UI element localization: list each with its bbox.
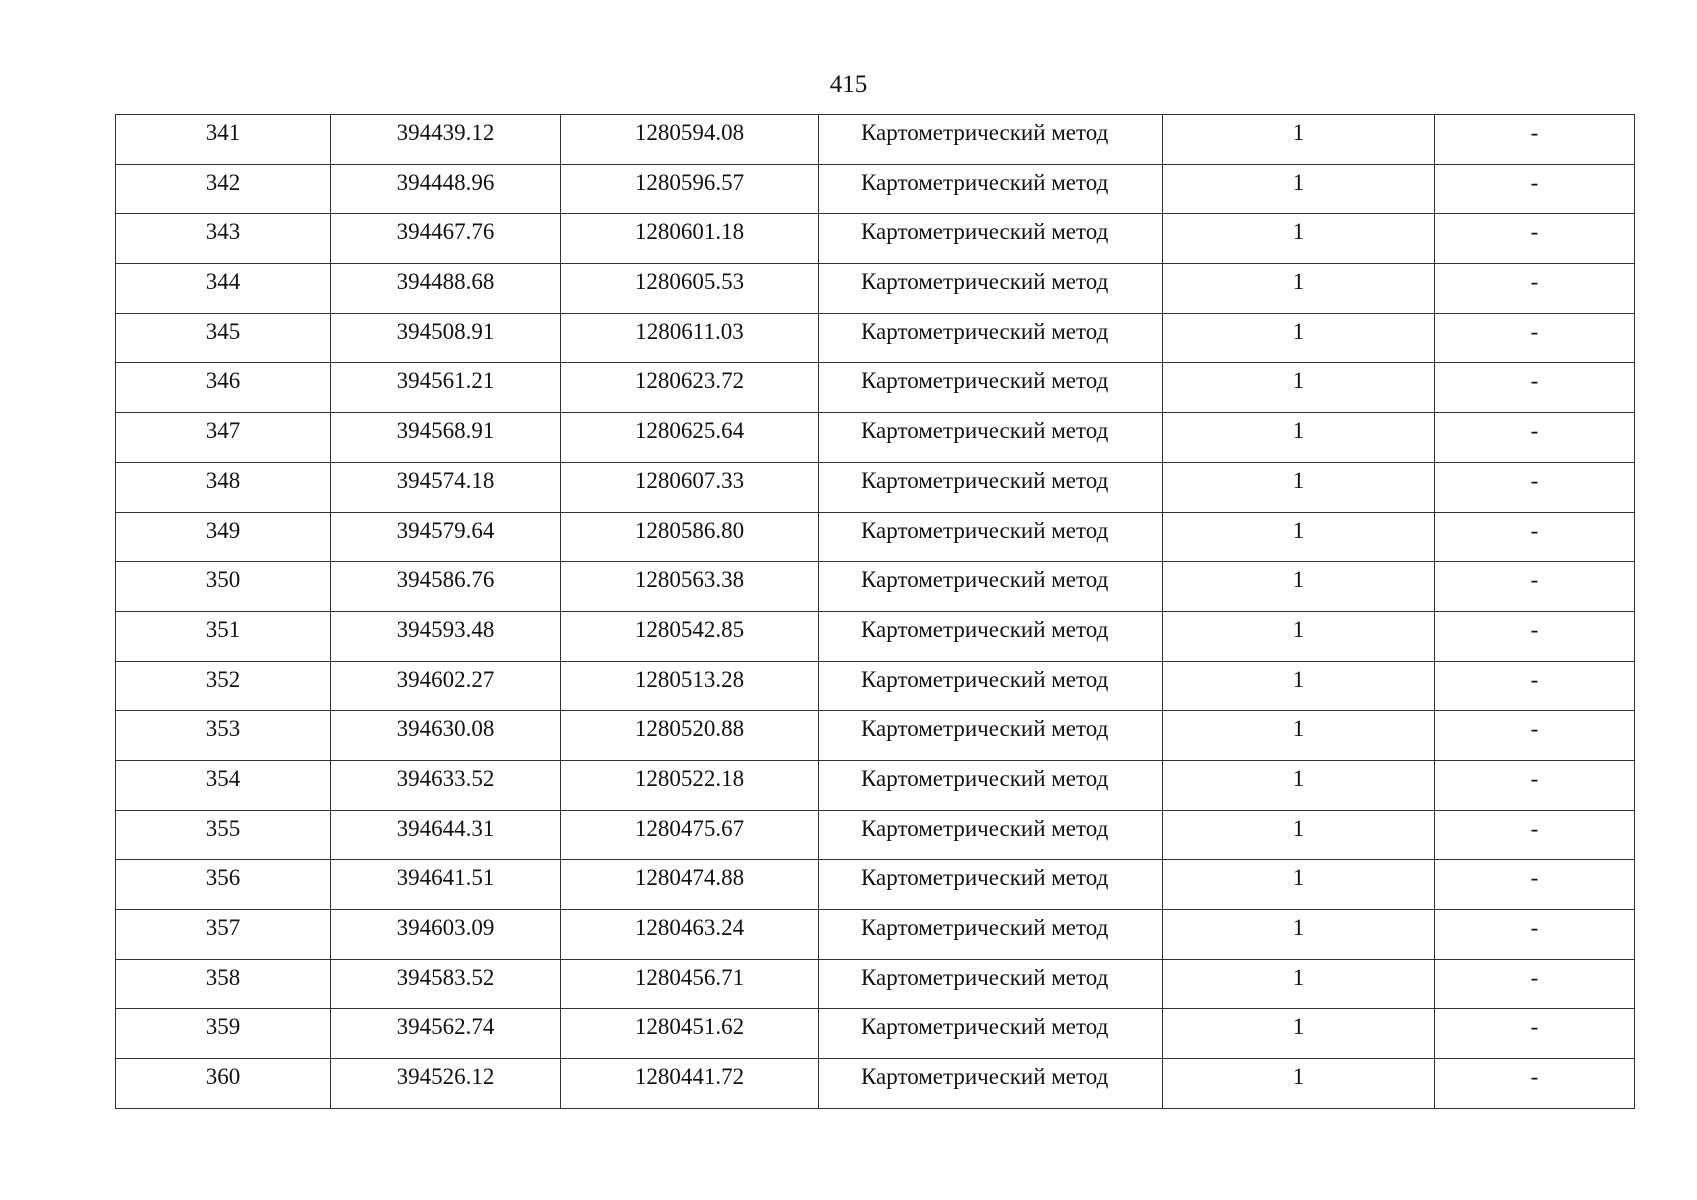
- y-coordinate-cell: 1280451.62: [561, 1009, 819, 1059]
- accuracy-cell: 1: [1163, 214, 1435, 264]
- method-cell: Картометрический метод: [819, 1059, 1163, 1109]
- description-cell: -: [1435, 264, 1635, 314]
- x-coordinate-cell: 394603.09: [331, 910, 561, 960]
- method-cell: Картометрический метод: [819, 363, 1163, 413]
- accuracy-cell: 1: [1163, 1009, 1435, 1059]
- table-row: [116, 959, 1635, 1009]
- method-cell: Картометрический метод: [819, 512, 1163, 562]
- y-coordinate-cell: 1280607.33: [561, 462, 819, 512]
- description-cell: -: [1435, 363, 1635, 413]
- point-number-cell: 351: [116, 611, 331, 661]
- method-cell: Картометрический метод: [819, 115, 1163, 165]
- y-coordinate-cell: 1280601.18: [561, 214, 819, 264]
- description-cell: -: [1435, 462, 1635, 512]
- y-coordinate-cell: 1280522.18: [561, 760, 819, 810]
- description-cell: -: [1435, 562, 1635, 612]
- point-number-cell: 345: [116, 313, 331, 363]
- x-coordinate-cell: 394630.08: [331, 711, 561, 761]
- description-cell: -: [1435, 611, 1635, 661]
- method-cell: Картометрический метод: [819, 1009, 1163, 1059]
- point-number-cell: 349: [116, 512, 331, 562]
- x-coordinate-cell: 394574.18: [331, 462, 561, 512]
- accuracy-cell: 1: [1163, 164, 1435, 214]
- x-coordinate-cell: 394633.52: [331, 760, 561, 810]
- accuracy-cell: 1: [1163, 313, 1435, 363]
- accuracy-cell: 1: [1163, 1059, 1435, 1109]
- y-coordinate-cell: 1280625.64: [561, 413, 819, 463]
- point-number-cell: 341: [116, 115, 331, 165]
- table-row: [116, 860, 1635, 910]
- y-coordinate-cell: 1280596.57: [561, 164, 819, 214]
- method-cell: Картометрический метод: [819, 860, 1163, 910]
- y-coordinate-cell: 1280474.88: [561, 860, 819, 910]
- description-cell: -: [1435, 115, 1635, 165]
- point-number-cell: 342: [116, 164, 331, 214]
- description-cell: -: [1435, 661, 1635, 711]
- accuracy-cell: 1: [1163, 462, 1435, 512]
- accuracy-cell: 1: [1163, 611, 1435, 661]
- table-row: [116, 413, 1635, 463]
- table-row: [116, 711, 1635, 761]
- table-row: [116, 1059, 1635, 1109]
- method-cell: Картометрический метод: [819, 413, 1163, 463]
- method-cell: Картометрический метод: [819, 760, 1163, 810]
- accuracy-cell: 1: [1163, 363, 1435, 413]
- method-cell: Картометрический метод: [819, 462, 1163, 512]
- accuracy-cell: 1: [1163, 959, 1435, 1009]
- x-coordinate-cell: 394526.12: [331, 1059, 561, 1109]
- description-cell: -: [1435, 910, 1635, 960]
- x-coordinate-cell: 394561.21: [331, 363, 561, 413]
- x-coordinate-cell: 394448.96: [331, 164, 561, 214]
- x-coordinate-cell: 394488.68: [331, 264, 561, 314]
- table-row: [116, 115, 1635, 165]
- point-number-cell: 348: [116, 462, 331, 512]
- y-coordinate-cell: 1280520.88: [561, 711, 819, 761]
- point-number-cell: 346: [116, 363, 331, 413]
- table-row: [116, 910, 1635, 960]
- y-coordinate-cell: 1280475.67: [561, 810, 819, 860]
- method-cell: Картометрический метод: [819, 711, 1163, 761]
- accuracy-cell: 1: [1163, 115, 1435, 165]
- coordinates-table-body: [116, 115, 1635, 1109]
- accuracy-cell: 1: [1163, 760, 1435, 810]
- y-coordinate-cell: 1280586.80: [561, 512, 819, 562]
- description-cell: -: [1435, 711, 1635, 761]
- x-coordinate-cell: 394508.91: [331, 313, 561, 363]
- y-coordinate-cell: 1280594.08: [561, 115, 819, 165]
- x-coordinate-cell: 394568.91: [331, 413, 561, 463]
- page-number: 415: [829, 71, 868, 98]
- x-coordinate-cell: 394586.76: [331, 562, 561, 612]
- x-coordinate-cell: 394602.27: [331, 661, 561, 711]
- table-row: [116, 661, 1635, 711]
- y-coordinate-cell: 1280605.53: [561, 264, 819, 314]
- table-row: [116, 363, 1635, 413]
- method-cell: Картометрический метод: [819, 661, 1163, 711]
- description-cell: -: [1435, 1059, 1635, 1109]
- x-coordinate-cell: 394644.31: [331, 810, 561, 860]
- table-row: [116, 214, 1635, 264]
- point-number-cell: 358: [116, 959, 331, 1009]
- table-row: [116, 611, 1635, 661]
- y-coordinate-cell: 1280623.72: [561, 363, 819, 413]
- description-cell: -: [1435, 810, 1635, 860]
- coordinates-table: [115, 114, 1635, 1109]
- accuracy-cell: 1: [1163, 910, 1435, 960]
- point-number-cell: 360: [116, 1059, 331, 1109]
- accuracy-cell: 1: [1163, 562, 1435, 612]
- table-row: [116, 313, 1635, 363]
- description-cell: -: [1435, 760, 1635, 810]
- method-cell: Картометрический метод: [819, 810, 1163, 860]
- x-coordinate-cell: 394439.12: [331, 115, 561, 165]
- point-number-cell: 347: [116, 413, 331, 463]
- table-row: [116, 562, 1635, 612]
- table-row: [116, 164, 1635, 214]
- table-row: [116, 1009, 1635, 1059]
- accuracy-cell: 1: [1163, 810, 1435, 860]
- description-cell: -: [1435, 214, 1635, 264]
- accuracy-cell: 1: [1163, 711, 1435, 761]
- description-cell: -: [1435, 860, 1635, 910]
- table-row: [116, 462, 1635, 512]
- description-cell: -: [1435, 164, 1635, 214]
- x-coordinate-cell: 394583.52: [331, 959, 561, 1009]
- accuracy-cell: 1: [1163, 512, 1435, 562]
- method-cell: Картометрический метод: [819, 910, 1163, 960]
- table-row: [116, 512, 1635, 562]
- x-coordinate-cell: 394641.51: [331, 860, 561, 910]
- accuracy-cell: 1: [1163, 264, 1435, 314]
- point-number-cell: 357: [116, 910, 331, 960]
- y-coordinate-cell: 1280463.24: [561, 910, 819, 960]
- point-number-cell: 343: [116, 214, 331, 264]
- point-number-cell: 359: [116, 1009, 331, 1059]
- point-number-cell: 353: [116, 711, 331, 761]
- point-number-cell: 356: [116, 860, 331, 910]
- method-cell: Картометрический метод: [819, 959, 1163, 1009]
- description-cell: -: [1435, 959, 1635, 1009]
- description-cell: -: [1435, 512, 1635, 562]
- y-coordinate-cell: 1280611.03: [561, 313, 819, 363]
- y-coordinate-cell: 1280456.71: [561, 959, 819, 1009]
- method-cell: Картометрический метод: [819, 214, 1163, 264]
- x-coordinate-cell: 394562.74: [331, 1009, 561, 1059]
- y-coordinate-cell: 1280513.28: [561, 661, 819, 711]
- x-coordinate-cell: 394467.76: [331, 214, 561, 264]
- accuracy-cell: 1: [1163, 661, 1435, 711]
- y-coordinate-cell: 1280542.85: [561, 611, 819, 661]
- point-number-cell: 352: [116, 661, 331, 711]
- method-cell: Картометрический метод: [819, 611, 1163, 661]
- accuracy-cell: 1: [1163, 860, 1435, 910]
- description-cell: -: [1435, 413, 1635, 463]
- method-cell: Картометрический метод: [819, 264, 1163, 314]
- accuracy-cell: 1: [1163, 413, 1435, 463]
- point-number-cell: 355: [116, 810, 331, 860]
- method-cell: Картометрический метод: [819, 562, 1163, 612]
- point-number-cell: 354: [116, 760, 331, 810]
- x-coordinate-cell: 394579.64: [331, 512, 561, 562]
- table-row: [116, 810, 1635, 860]
- description-cell: -: [1435, 1009, 1635, 1059]
- y-coordinate-cell: 1280441.72: [561, 1059, 819, 1109]
- table-row: [116, 760, 1635, 810]
- x-coordinate-cell: 394593.48: [331, 611, 561, 661]
- point-number-cell: 344: [116, 264, 331, 314]
- y-coordinate-cell: 1280563.38: [561, 562, 819, 612]
- method-cell: Картометрический метод: [819, 164, 1163, 214]
- method-cell: Картометрический метод: [819, 313, 1163, 363]
- table-row: [116, 264, 1635, 314]
- description-cell: -: [1435, 313, 1635, 363]
- point-number-cell: 350: [116, 562, 331, 612]
